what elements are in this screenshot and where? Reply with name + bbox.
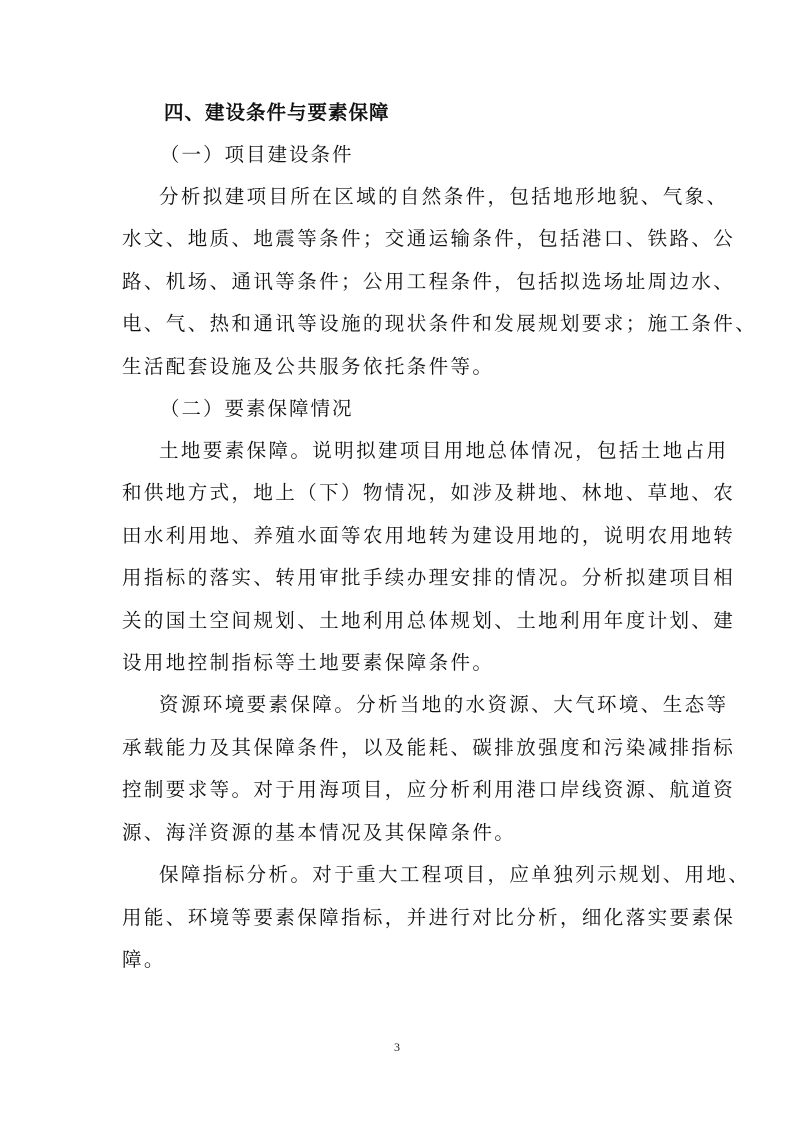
paragraph-resource-environment-guarantee (122, 684, 736, 854)
section-title: 四、建设条件与要素保障 (164, 101, 390, 124)
text-line: 保障指标分析。对于重大工程项目，应单独列示规划、用地、 (159, 863, 751, 887)
paragraph-construction-conditions (122, 176, 758, 388)
text-line: 设用地控制指标等土地要素保障条件。 (122, 651, 495, 675)
text-line: 分析拟建项目所在区域的自然条件，包括地形地貌、气象、 (159, 185, 729, 208)
paragraph-land-factor-guarantee (122, 430, 736, 684)
text-line: 关的国土空间规划、土地利用总体规划、土地利用年度计划、建 (122, 608, 736, 632)
text-line: 电、气、热和通讯等设施的现状条件和发展规划要求；施工条件、 (122, 312, 758, 336)
text-line: 用指标的落实、转用审批手续办理安排的情况。分析拟建项目相 (122, 566, 736, 590)
document-page (122, 92, 758, 981)
text-line: 承载能力及其保障条件，以及能耗、碳排放强度和污染减排指标 (122, 735, 736, 759)
subsection-title-factor-guarantee: （二）要素保障情况 (160, 397, 354, 421)
text-line: 土地要素保障。说明拟建项目用地总体情况，包括土地占用 (159, 439, 729, 463)
page-number: 3 (394, 1040, 400, 1054)
text-line: 生活配套设施及公共服务依托条件等。 (122, 354, 495, 378)
text-line: 田水利用地、养殖水面等农用地转为建设用地的，说明农用地转 (122, 523, 736, 547)
text-line: 控制要求等。对于用海项目，应分析利用港口岸线资源、航道资 (122, 778, 736, 802)
text-line: 路、机场、通讯等条件；公用工程条件，包括拟选场址周边水、 (122, 269, 736, 293)
subsection-title-construction-conditions: （一）项目建设条件 (160, 143, 354, 166)
text-line: 用能、环境等要素保障指标，并进行对比分析，细化落实要素保 (122, 905, 736, 929)
text-line: 障。 (122, 947, 166, 971)
text-line: 水文、地质、地震等条件；交通运输条件，包括港口、铁路、公 (122, 227, 736, 251)
text-line: 源、海洋资源的基本情况及其保障条件。 (122, 820, 517, 844)
text-line: 和供地方式，地上（下）物情况，如涉及耕地、林地、草地、农 (122, 481, 736, 505)
paragraph-guarantee-indicator-analysis (122, 854, 751, 981)
text-line: 资源环境要素保障。分析当地的水资源、大气环境、生态等 (159, 693, 729, 717)
